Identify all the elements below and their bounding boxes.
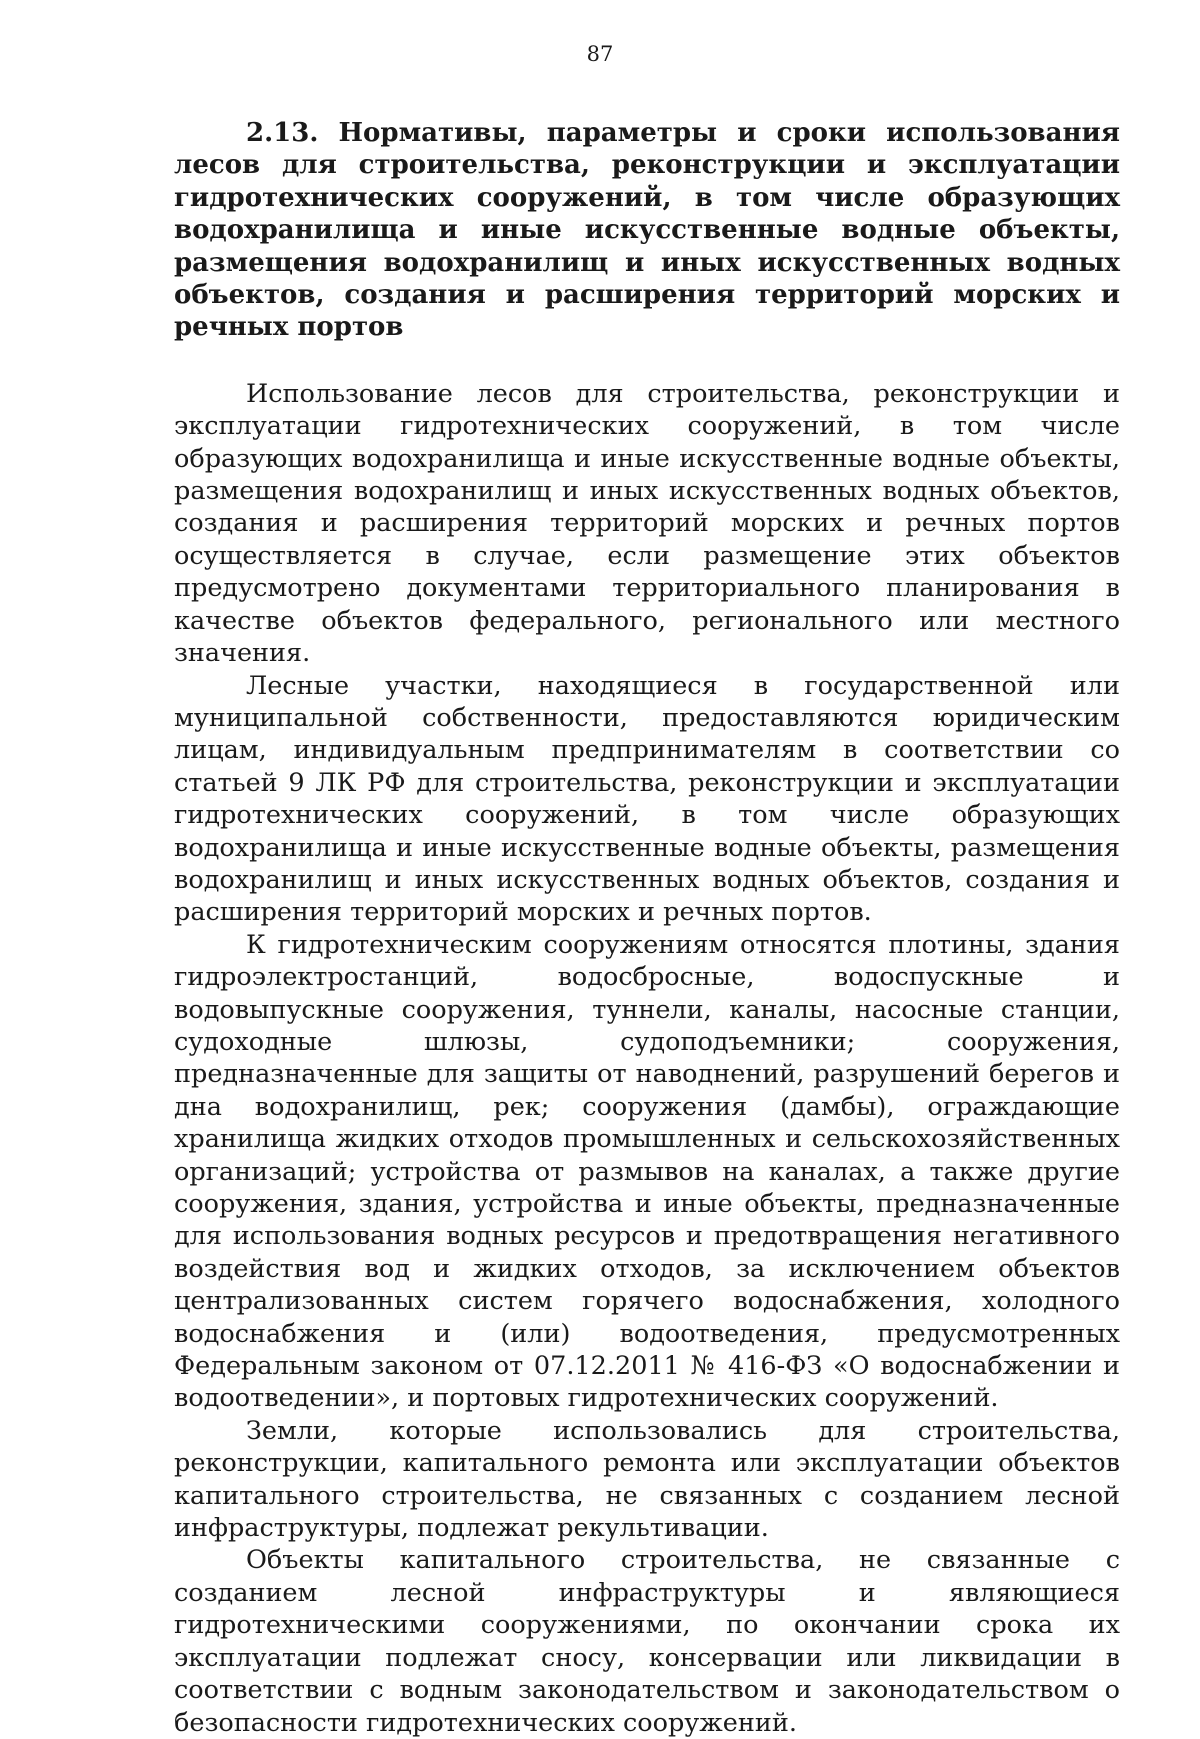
page-number: 87 bbox=[586, 42, 614, 66]
paragraph-land-recultivation: Земли, которые использовались для строительства, реконструкции, капитального ремонта или эксплуатации объектов капитального строительства, не связанных с созданием лесной инфраструктуры, подлежат рекультивации. bbox=[174, 1415, 1120, 1544]
page-content bbox=[174, 117, 1120, 1739]
paragraph-forest-use-conditions: Использование лесов для строительства, реконструкции и эксплуатации гидротехнических сооружений, в том числе образующих водохранилища и иные искусственные водные объекты, размещения водохранилищ и иных искусственных водных объектов, создания и расширения территорий морских и речных портов осуществляется в случае, если размещение этих объектов предусмотрено документами территориального планирования в качестве объектов федерального, регионального или местного значения. bbox=[174, 378, 1120, 669]
paragraph-hydraulic-structures-definition: К гидротехническим сооружениям относятся плотины, здания гидроэлектростанций, водосбросные, водоспускные и водовыпускные сооружения, туннели, каналы, насосные станции, судоходные шлюзы, судоподъемники; сооружения, предназначенные для защиты от наводнений, разрушений берегов и дна водохранилищ, рек; сооружения (дамбы), ограждающие хранилища жидких отходов промышленных и сельскохозяйственных организаций; устройства от размывов на каналах, а также другие сооружения, здания, устройства и иные объекты, предназначенные для использования водных ресурсов и предотвращения негативного воздействия вод и жидких отходов, за исключением объектов централизованных систем горячего водоснабжения, холодного водоснабжения и (или) водоотведения, предусмотренных Федеральным законом от 07.12.2011 № 416-ФЗ «О водоснабжении и водоотведении», и портовых гидротехнических сооружений. bbox=[174, 929, 1120, 1414]
paragraph-objects-demolition: Объекты капитального строительства, не связанные с созданием лесной инфраструктуры и являющиеся гидротехническими сооружениями, по окончании срока их эксплуатации подлежат сносу, консервации или ликвидации в соответствии с водным законодательством и законодательством о безопасности гидротехнических сооружений. bbox=[174, 1545, 1120, 1738]
section-heading: 2.13. Нормативы, параметры и сроки использования лесов для строительства, реконструкции и эксплуатации гидротехнических сооружений, в том числе образующих водохранилища и иные искусственные водные объекты, размещения водохранилищ и иных искусственных водных объектов, создания и расширения территорий морских и речных портов bbox=[174, 118, 1120, 343]
paragraph-forest-plots-provision: Лесные участки, находящиеся в государственной или муниципальной собственности, предоставляются юридическим лицам, индивидуальным предпринимателям в соответствии со статьей 9 ЛК РФ для строительства, реконструкции и эксплуатации гидротехнических сооружений, в том числе образующих водохранилища и иные искусственные водные объекты, размещения водохранилищ и иных искусственных водных объектов, создания и расширения территорий морских и речных портов. bbox=[174, 670, 1120, 928]
